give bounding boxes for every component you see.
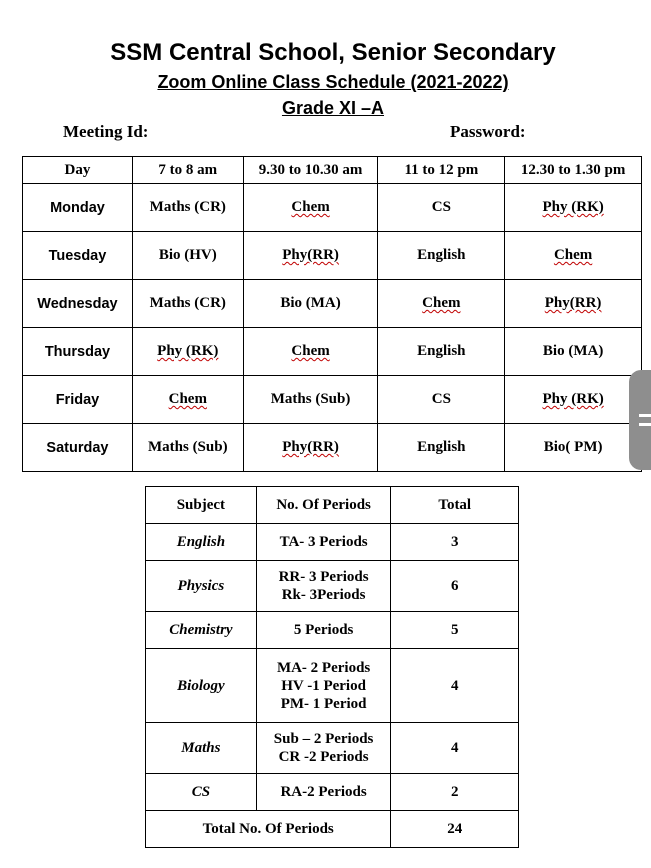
password-label: Password: bbox=[450, 122, 526, 141]
total-cell: 4 bbox=[391, 649, 519, 723]
subject-cell: CS bbox=[146, 774, 257, 811]
total-periods-label: Total No. Of Periods bbox=[146, 811, 391, 848]
summary-footer-row bbox=[146, 811, 519, 848]
column-header-day: Day bbox=[23, 157, 133, 184]
class-cell: Maths (CR) bbox=[132, 280, 243, 328]
class-text: Phy (RK) bbox=[157, 343, 219, 359]
class-cell: CS bbox=[378, 376, 505, 424]
column-header-total: Total bbox=[391, 487, 519, 524]
period-line: PM- 1 Period bbox=[280, 695, 367, 712]
class-cell: Bio (MA) bbox=[505, 328, 642, 376]
table-row bbox=[146, 723, 519, 774]
column-header-slot-2: 9.30 to 10.30 am bbox=[243, 157, 378, 184]
schedule-header-row bbox=[23, 157, 642, 184]
subject-cell: Physics bbox=[146, 561, 257, 612]
class-cell: CS bbox=[378, 184, 505, 232]
period-line: Sub – 2 Periods bbox=[273, 731, 374, 747]
class-text: Chem bbox=[168, 391, 207, 407]
class-text: Phy (RK) bbox=[542, 199, 604, 215]
class-cell bbox=[505, 280, 642, 328]
handle-grip-line bbox=[639, 423, 651, 426]
class-cell: English bbox=[378, 424, 505, 472]
class-text: Chem bbox=[422, 295, 461, 311]
column-header-periods: No. Of Periods bbox=[256, 487, 391, 524]
period-line: RA-2 Periods bbox=[280, 784, 367, 800]
side-panel-handle[interactable] bbox=[629, 370, 651, 470]
class-cell bbox=[378, 280, 505, 328]
class-text: Chem bbox=[291, 343, 330, 359]
class-text: Phy(RR) bbox=[282, 439, 339, 455]
class-cell: English bbox=[378, 232, 505, 280]
day-cell: Thursday bbox=[23, 328, 133, 376]
table-row bbox=[23, 424, 642, 472]
day-cell: Monday bbox=[23, 184, 133, 232]
period-line: 5 Periods bbox=[293, 622, 354, 638]
class-text: Chem bbox=[553, 247, 593, 263]
column-header-slot-3: 11 to 12 pm bbox=[378, 157, 505, 184]
class-cell bbox=[243, 232, 378, 280]
class-text: Phy(RR) bbox=[544, 295, 602, 311]
table-row bbox=[146, 649, 519, 723]
class-cell bbox=[243, 184, 378, 232]
table-row bbox=[23, 328, 642, 376]
periods-cell bbox=[256, 723, 391, 774]
class-cell: Bio (HV) bbox=[132, 232, 243, 280]
total-cell: 4 bbox=[391, 723, 519, 774]
grade-heading: Grade XI –A bbox=[281, 98, 385, 118]
table-row bbox=[146, 774, 519, 811]
schedule-subtitle: Zoom Online Class Schedule (2021-2022) bbox=[157, 72, 509, 92]
table-row bbox=[146, 612, 519, 649]
class-cell: Maths (Sub) bbox=[132, 424, 243, 472]
handle-grip-line bbox=[639, 414, 651, 417]
table-row bbox=[23, 280, 642, 328]
period-line: Rk- 3Periods bbox=[281, 587, 366, 603]
periods-cell bbox=[256, 524, 391, 561]
period-line: TA- 3 Periods bbox=[279, 534, 368, 550]
meeting-id-label: Meeting Id: bbox=[63, 122, 149, 141]
period-line: RR- 3 Periods bbox=[278, 569, 369, 585]
periods-cell bbox=[256, 561, 391, 612]
class-cell: Maths (Sub) bbox=[243, 376, 378, 424]
class-cell bbox=[243, 328, 378, 376]
table-row bbox=[23, 232, 642, 280]
total-cell: 5 bbox=[391, 612, 519, 649]
table-row bbox=[23, 376, 642, 424]
class-cell bbox=[505, 376, 642, 424]
day-cell: Friday bbox=[23, 376, 133, 424]
school-title: SSM Central School, Senior Secondary bbox=[110, 39, 556, 66]
subject-cell: Maths bbox=[146, 723, 257, 774]
total-cell: 3 bbox=[391, 524, 519, 561]
class-text: Phy (RK) bbox=[542, 391, 604, 407]
column-header-slot-4: 12.30 to 1.30 pm bbox=[505, 157, 642, 184]
table-row bbox=[146, 524, 519, 561]
day-cell: Tuesday bbox=[23, 232, 133, 280]
subject-cell: Biology bbox=[146, 649, 257, 723]
total-cell: 2 bbox=[391, 774, 519, 811]
class-cell bbox=[505, 184, 642, 232]
total-periods-value: 24 bbox=[391, 811, 519, 848]
class-text: Phy(RR) bbox=[282, 247, 339, 263]
subject-cell: English bbox=[146, 524, 257, 561]
table-row bbox=[146, 561, 519, 612]
class-cell bbox=[243, 424, 378, 472]
column-header-slot-1: 7 to 8 am bbox=[132, 157, 243, 184]
period-line: HV -1 Period bbox=[281, 677, 366, 694]
class-cell: Bio( PM) bbox=[505, 424, 642, 472]
column-header-subject: Subject bbox=[146, 487, 257, 524]
class-cell bbox=[132, 328, 243, 376]
class-cell: Bio (MA) bbox=[243, 280, 378, 328]
day-cell: Wednesday bbox=[23, 280, 133, 328]
table-row bbox=[23, 184, 642, 232]
class-cell: English bbox=[378, 328, 505, 376]
class-cell: Maths (CR) bbox=[132, 184, 243, 232]
periods-cell bbox=[256, 649, 391, 723]
class-cell bbox=[132, 376, 243, 424]
class-schedule-table bbox=[22, 156, 642, 472]
periods-cell bbox=[256, 612, 391, 649]
periods-cell bbox=[256, 774, 391, 811]
class-cell bbox=[505, 232, 642, 280]
period-line: MA- 2 Periods bbox=[276, 659, 371, 676]
subject-cell: Chemistry bbox=[146, 612, 257, 649]
total-cell: 6 bbox=[391, 561, 519, 612]
period-line: CR -2 Periods bbox=[278, 749, 369, 765]
period-summary-table bbox=[145, 486, 519, 848]
day-cell: Saturday bbox=[23, 424, 133, 472]
class-text: Chem bbox=[291, 199, 330, 215]
summary-header-row bbox=[146, 487, 519, 524]
